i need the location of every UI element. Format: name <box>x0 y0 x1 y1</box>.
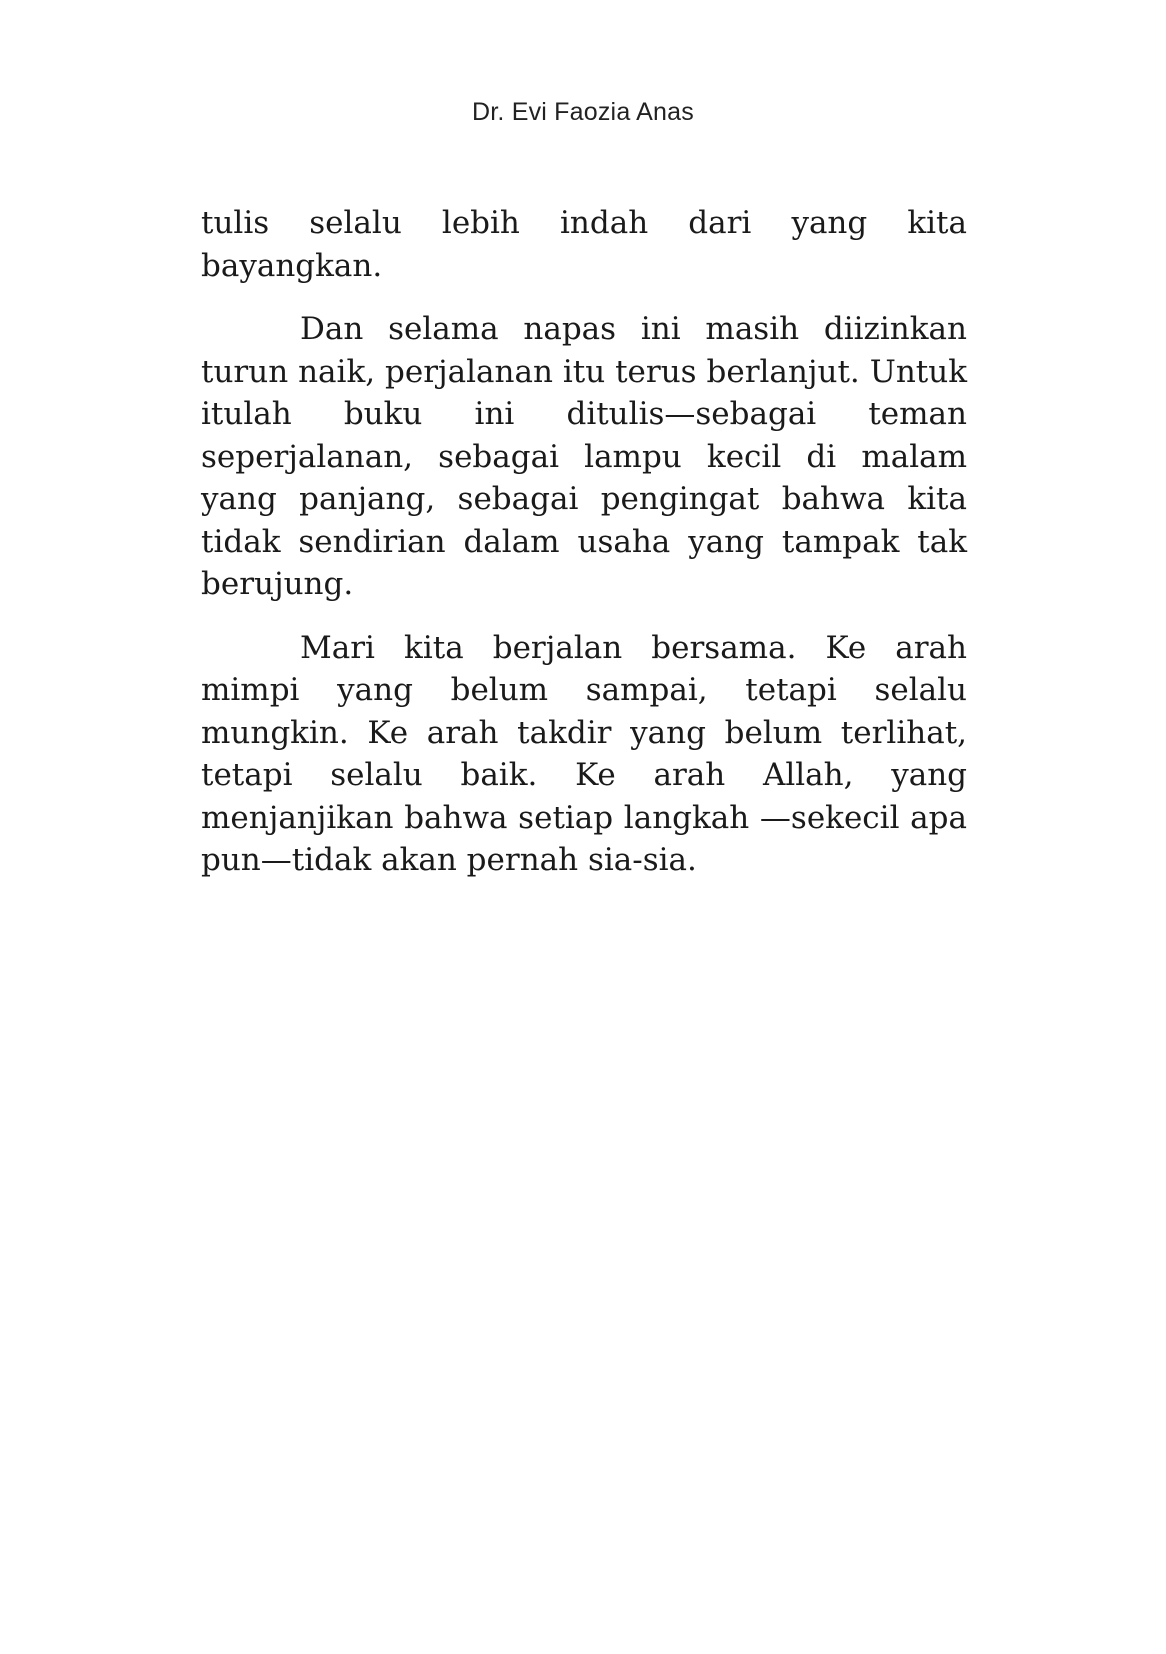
paragraph-journey: Dan selama napas ini masih diizinkan turun naik, perjalanan itu terus berlanjut. Untuk itulah buku ini ditulis—sebagai teman seperjalanan, sebagai lampu kecil di malam yang panjang, sebagai pengingat bahwa kita tidak sendirian dalam usaha yang tampak tak berujung. <box>201 311 967 602</box>
body-text <box>201 202 967 903</box>
running-header-author: Dr. Evi Faozia Anas <box>472 98 694 126</box>
paragraph-continuation: tulis selalu lebih indah dari yang kita bayangkan. <box>201 205 967 284</box>
paragraph-walk-together: Mari kita berjalan bersama. Ke arah mimpi yang belum sampai, tetapi selalu mungkin. Ke arah takdir yang belum terlihat, tetapi selalu baik. Ke arah Allah, yang menjanjikan bahwa setiap langkah —sekecil apa pun—tidak akan pernah sia-sia. <box>201 629 967 878</box>
